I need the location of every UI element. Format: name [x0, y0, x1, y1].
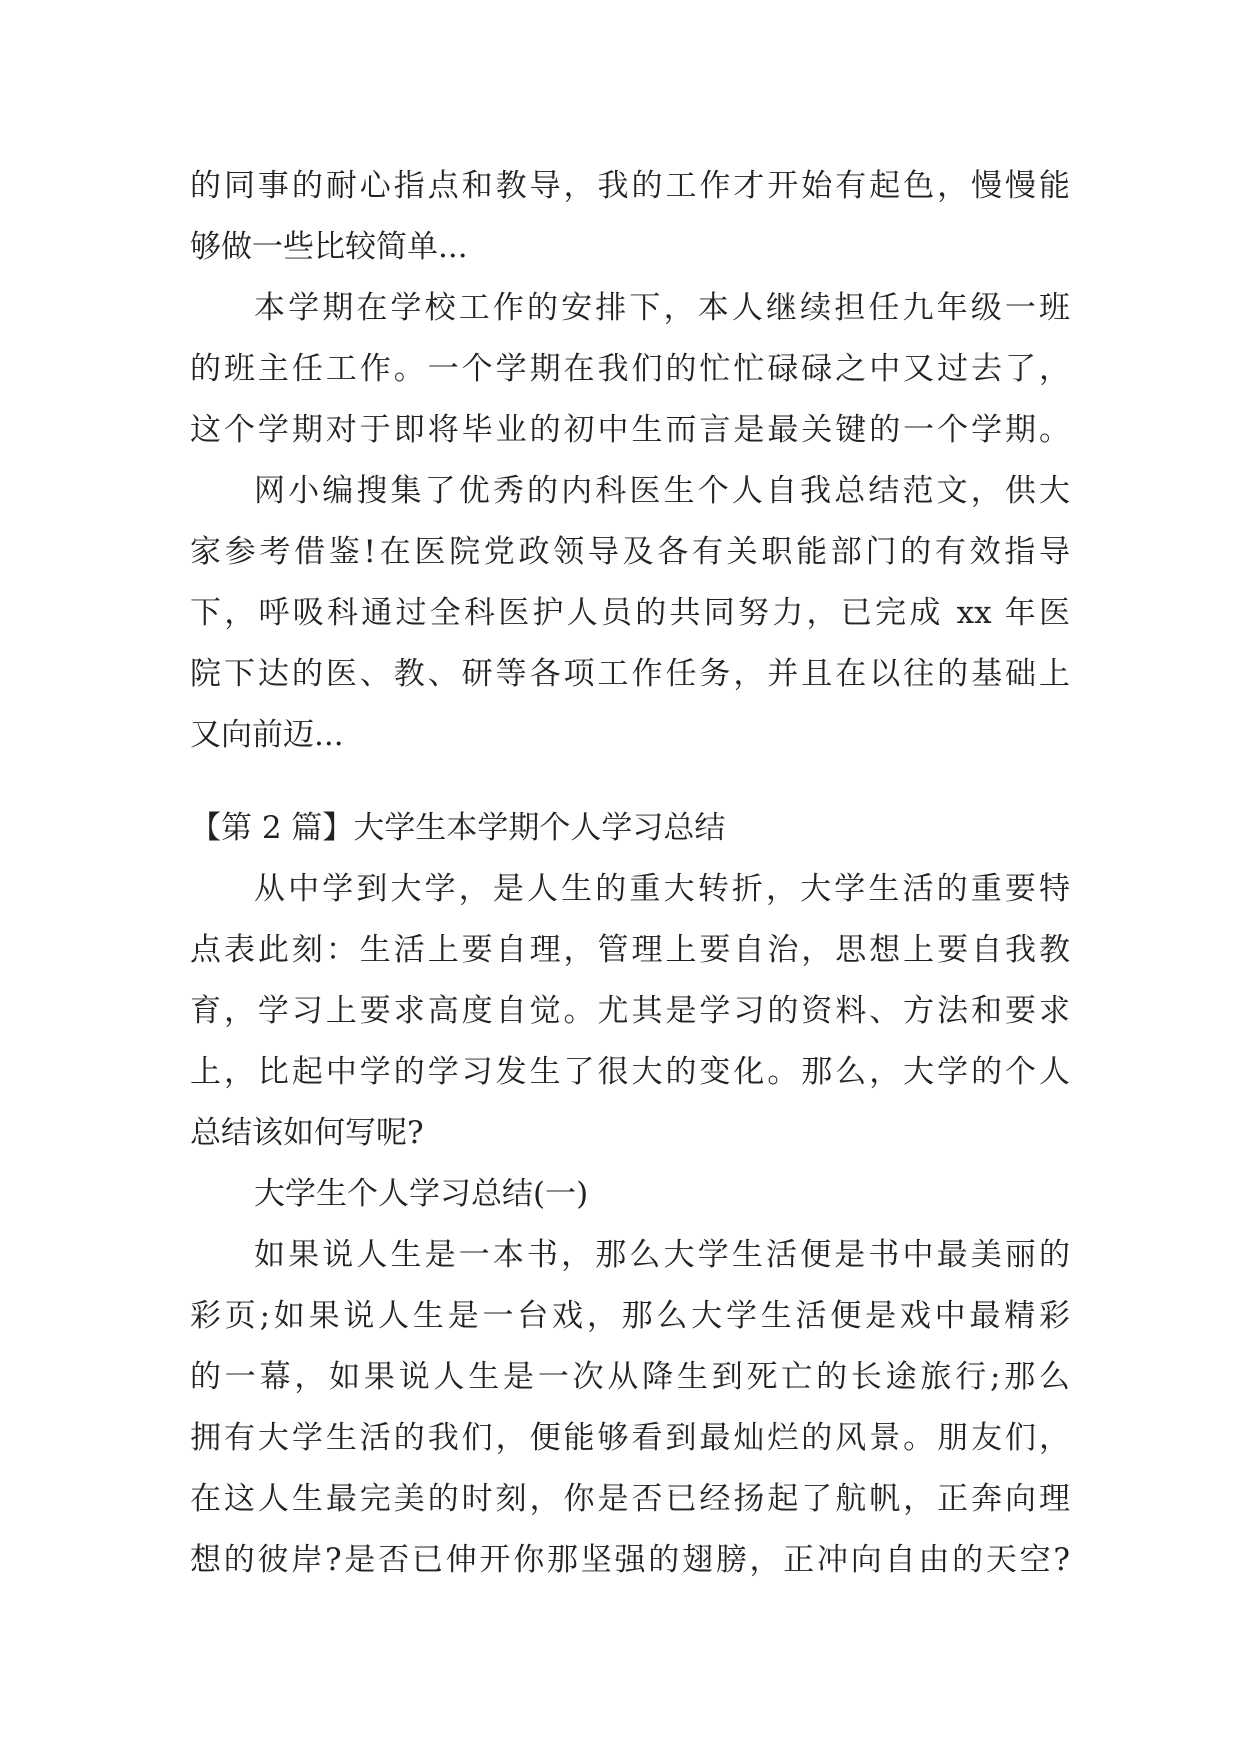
para-4-line-5: 在这人生最完美的时刻，你是否已经扬起了航帆，正奔向理 — [190, 1481, 1070, 1517]
para-4-line-1: 如果说人生是一本书，那么大学生活便是书中最美丽的 — [254, 1237, 1070, 1273]
para-4-line-3: 的一幕，如果说人生是一次从降生到死亡的长途旅行;那么 — [190, 1359, 1070, 1395]
intro-line-2: 够做一些比较简单... — [190, 229, 468, 265]
para-2-line-3: 下，呼吸科通过全科医护人员的共同努力，已完成 xx 年医 — [190, 595, 1070, 631]
para-4-line-4: 拥有大学生活的我们，便能够看到最灿烂的风景。朋友们， — [190, 1420, 1070, 1456]
para-2-line-4: 院下达的医、教、研等各项工作任务，并且在以往的基础上 — [190, 656, 1070, 692]
section-heading: 【第 2 篇】大学生本学期个人学习总结 — [190, 810, 726, 846]
subheading: 大学生个人学习总结(一) — [254, 1176, 589, 1212]
para-4-line-2: 彩页;如果说人生是一台戏，那么大学生活便是戏中最精彩 — [190, 1298, 1070, 1334]
para-3-line-3: 育，学习上要求高度自觉。尤其是学习的资料、方法和要求 — [190, 993, 1070, 1029]
intro-line-1: 的同事的耐心指点和教导，我的工作才开始有起色，慢慢能 — [190, 168, 1070, 204]
para-2-line-5: 又向前迈... — [190, 717, 344, 753]
para-3-line-1: 从中学到大学，是人生的重大转折，大学生活的重要特 — [254, 871, 1070, 907]
para-3-line-2: 点表此刻：生活上要自理，管理上要自治，思想上要自我教 — [190, 932, 1070, 968]
para-1-line-1: 本学期在学校工作的安排下，本人继续担任九年级一班 — [254, 290, 1070, 326]
para-4-line-6: 想的彼岸?是否已伸开你那坚强的翅膀，正冲向自由的天空? — [190, 1542, 1070, 1578]
para-2-line-2: 家参考借鉴!在医院党政领导及各有关职能部门的有效指导 — [190, 534, 1070, 570]
para-1-line-2: 的班主任工作。一个学期在我们的忙忙碌碌之中又过去了， — [190, 351, 1070, 387]
para-3-line-4: 上，比起中学的学习发生了很大的变化。那么，大学的个人 — [190, 1054, 1070, 1090]
para-1-line-3: 这个学期对于即将毕业的初中生而言是最关键的一个学期。 — [190, 412, 1070, 448]
para-3-line-5: 总结该如何写呢? — [190, 1115, 424, 1151]
para-2-line-1: 网小编搜集了优秀的内科医生个人自我总结范文，供大 — [254, 473, 1070, 509]
